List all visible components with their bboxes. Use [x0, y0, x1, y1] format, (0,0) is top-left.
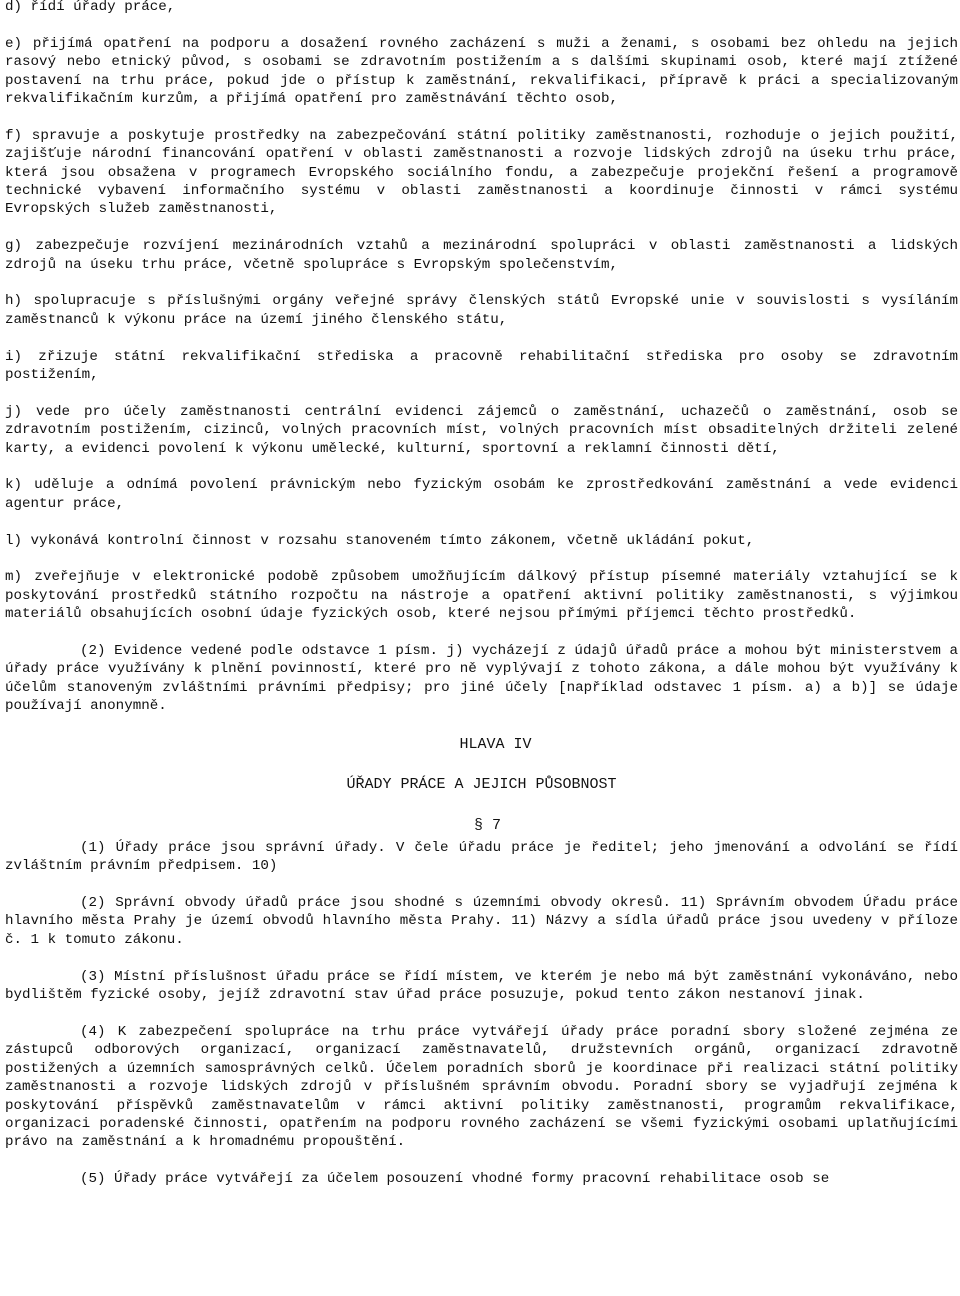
section-7-paragraph-5: (5) Úřady práce vytvářejí za účelem posouzení vhodné formy pracovní rehabilitace osob se: [80, 1171, 830, 1188]
section-mark-text: § 7: [473, 816, 501, 834]
item-l: l) vykonává kontrolní činnost v rozsahu stanoveném tímto zákonem, včetně ukládání pokut,: [5, 532, 755, 549]
item-m: m) zveřejňuje v elektronické podobě způsobem umožňujícím dálkový přístup písemné materiály vztahující se k poskytování prostředků státního rozpočtu na nástroje a opatření aktivní politiky zaměstnanosti, s výjimkou materiálů obsahujících osobní údaje fyzických osob, které nejsou přímými příjemci těchto prostředků.: [5, 569, 958, 623]
section-7-paragraph-2: (2) Správní obvody úřadů práce jsou shodné s územními obvody okresů. 11) Správním obvodem Úřadu práce hlavního města Prahy je území obvodů hlavního města Prahy. 11) Názvy a sídla úřadů práce jsou uvedeny v příloze č. 1 k tomuto zákonu.: [5, 895, 958, 948]
section-7-paragraph-3: (3) Místní příslušnost úřadu práce se řídí místem, ve kterém je nebo má být zaměstnání vykonáváno, nebo bydlištěm fyzické osoby, jejíž zdravotní stav úřad práce posuzuje, pokud tento zákon nestanoví jinak.: [5, 968, 958, 1004]
part-heading: HLAVA IV: [459, 736, 532, 754]
item-i: i) zřizuje státní rekvalifikační střediska a pracovně rehabilitační střediska pro osoby se zdravotním postižením,: [5, 348, 958, 384]
item-k: k) uděluje a odnímá povolení právnickým nebo fyzickým osobám ke zprostředkování zaměstnání a vede evidenci agentur práce,: [5, 477, 958, 512]
item-e: e) přijímá opatření na podporu a dosažení rovného zacházení s muži a ženami, s osobami bez ohledu na jejich rasový nebo etnický původ, s osobami se zdravotním postižením a s dalšími skupinami osob, které mají ztížené postavení na trhu práce, pokud jde o přístup k zaměstnání, rekvalifikaci, přípravě k práci a specializovaným rekvalifikačním kurzům, a přijímá opatření pro zaměstnávání těchto osob,: [5, 35, 958, 108]
section-7-paragraph-4: (4) K zabezpečení spolupráce na trhu práce vytvářejí úřady práce poradní sbory složené zejména ze zástupců odborových organizací, organizací zaměstnavatelů, družstevních orgánů, organizací zdravotně postižených a územních samosprávných celků. Účelem poradních sborů je koordinace při realizaci státní politiky zaměstnanosti a rozvoje lidských zdrojů v příslušném správním obvodu. Poradní sbory se vyjadřují zejména k poskytování příspěvků zaměstnavatelům v rámci aktivní politiky zaměstnanosti, programům rekvalifikace, organizaci poradenské činnosti, opatřením na podporu rovného zacházení se všemi fyzickými osobami uplatňujícími právo na zaměstnání a k hromadnému propouštění.: [5, 1023, 958, 1151]
item-h: h) spolupracuje s příslušnými orgány veřejné správy členských států Evropské unie v souvislosti s vysíláním zaměstnanců k výkonu práce na území jiného členského státu,: [5, 293, 958, 328]
item-j: j) vede pro účely zaměstnanosti centrální evidenci zájemců o zaměstnání, uchazečů o zaměstnání, osob se zdravotním postižením, cizinců, volných pracovních míst, volných pracovních míst obsaditelných držiteli zelené karty, a evidenci povolení k výkonu umělecké, kulturní, sportovní a reklamní činnosti dětí,: [5, 403, 958, 457]
section-6-paragraph-2: (2) Evidence vedené podle odstavce 1 písm. j) vycházejí z údajů úřadů práce a mohou být ministerstvem a úřady práce využívány k plnění povinností, které pro ně vyplývají z tohoto zákona, a dále mohou být využívány k účelům stanoveným zvláštními právními předpisy; pro jiné účely [například odstavec 1 písm. a) a b)] se údaje používají anonymně.: [5, 643, 958, 715]
document-page: [5, 0, 958, 1207]
item-f: f) spravuje a poskytuje prostředky na zabezpečování státní politiky zaměstnanosti, rozhoduje o jejich použití, zajišťuje národní financování opatření v oblasti zaměstnanosti a rozvoje lidských zdrojů na úseku trhu práce, která jsou obsažena v programech Evropského sociálního fondu, a zabezpečuje projekční řešení a programově technické vybavení informačního systému v oblasti zaměstnanosti a koordinuje činnosti v rámci systému Evropských služeb zaměstnanosti,: [5, 127, 958, 218]
item-d: d) řídí úřady práce,: [5, 0, 176, 15]
section-7-paragraph-1: (1) Úřady práce jsou správní úřady. V čele úřadu práce je ředitel; jeho jmenování a odvolání se řídí zvláštním právním předpisem. 10): [5, 839, 958, 875]
item-g: g) zabezpečuje rozvíjení mezinárodních vztahů a mezinárodní spolupráci v oblasti zaměstnanosti a lidských zdrojů na úseku trhu práce, včetně spolupráce s Evropským společenstvím,: [5, 238, 958, 273]
section-mark: [5, 815, 958, 837]
part-title: ÚŘADY PRÁCE A JEJICH PŮSOBNOST: [346, 776, 617, 794]
